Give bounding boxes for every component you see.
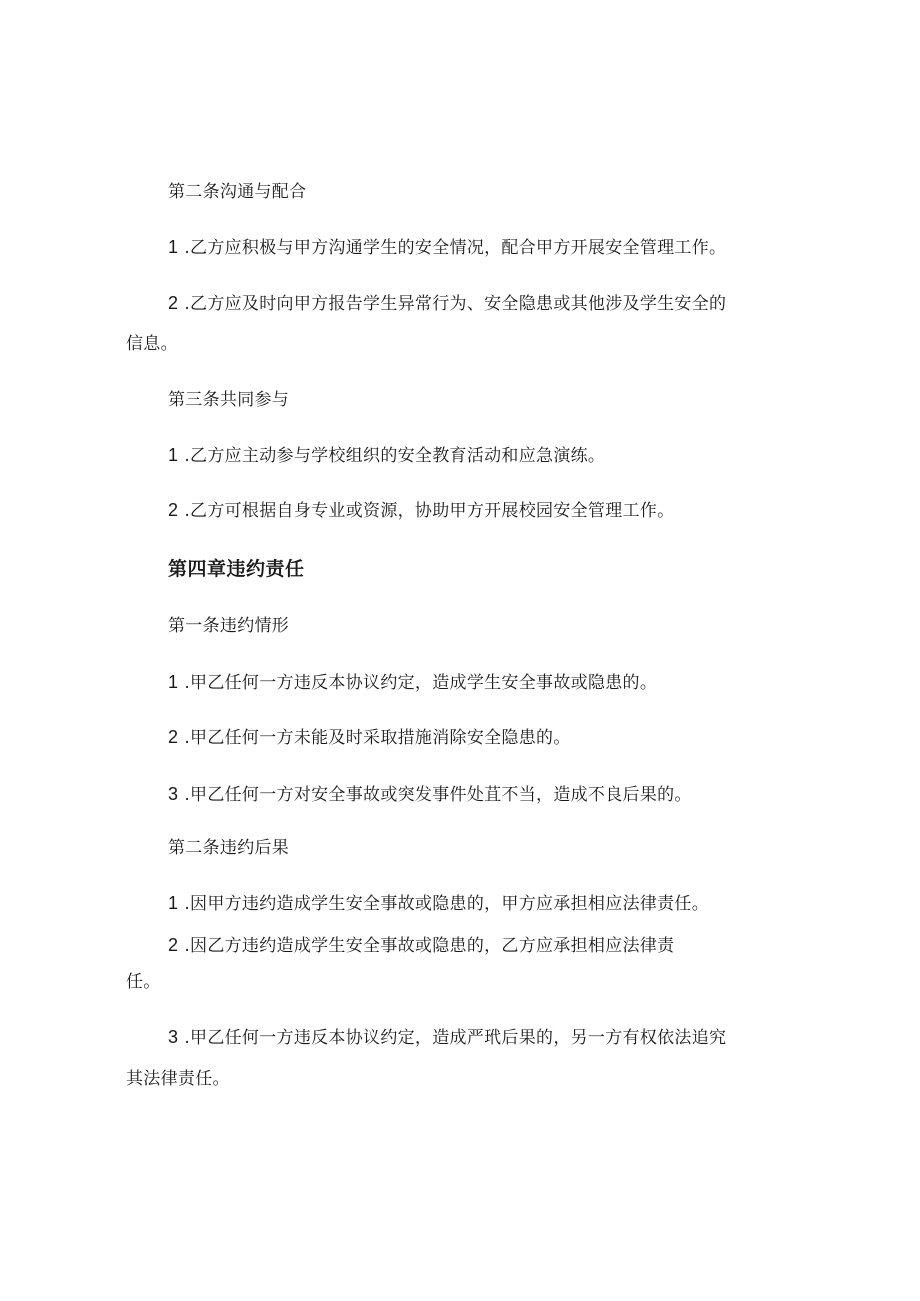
article-1-item-2: 2 .甲乙任何一方未能及时采取措施消除安全隐患的。 — [168, 727, 571, 748]
article-2b-item-1: 1 .因甲方违约造成学生安全事故或隐患的，甲方应承担相应法律责任。 — [168, 893, 710, 914]
article-3-title: 第三条共同参与 — [168, 390, 290, 410]
article-3-item-2: 2 .乙方可根据自身专业或资源，协助甲方开展校园安全管理工作。 — [168, 500, 675, 521]
article-3-item-1: 1 .乙方应主动参与学校组织的安全教育活动和应急演练。 — [168, 445, 606, 466]
article-2-item-1: 1 .乙方应积极与甲方沟通学生的安全情况，配合甲方开展安全管理工作。 — [168, 237, 727, 258]
article-2b-item-2: 2 .因乙方违约造成学生安全事故或隐患的，乙方应承担相应法律责 — [168, 935, 675, 956]
article-1-item-3: 3 .甲乙任何一方对安全事故或突发事件处苴不当，造成不良后果的。 — [168, 784, 692, 805]
article-2b-item-2-continuation: 任。 — [126, 972, 161, 992]
article-1-title: 第一条违约情形 — [168, 616, 290, 636]
article-1-item-1: 1 .甲乙任何一方违反本协议约定，造成学生安全事故或隐患的。 — [168, 672, 658, 693]
article-2-item-2: 2 .乙方应及时向甲方报告学生异常行为、安全隐患或其他涉及学生安全的 — [168, 293, 727, 314]
article-2b-title: 第二条违约后果 — [168, 838, 290, 858]
chapter-4-heading: 第四章违约责任 — [168, 558, 305, 580]
article-2-title: 第二条沟通与配合 — [168, 182, 307, 202]
article-2b-item-3: 3 .甲乙任何一方违反本协议约定，造成严玳后果的，另一方有权依法追究 — [168, 1027, 727, 1048]
article-2-item-2-continuation: 信息。 — [126, 334, 178, 354]
article-2b-item-3-continuation: 其法律责任。 — [126, 1069, 230, 1089]
